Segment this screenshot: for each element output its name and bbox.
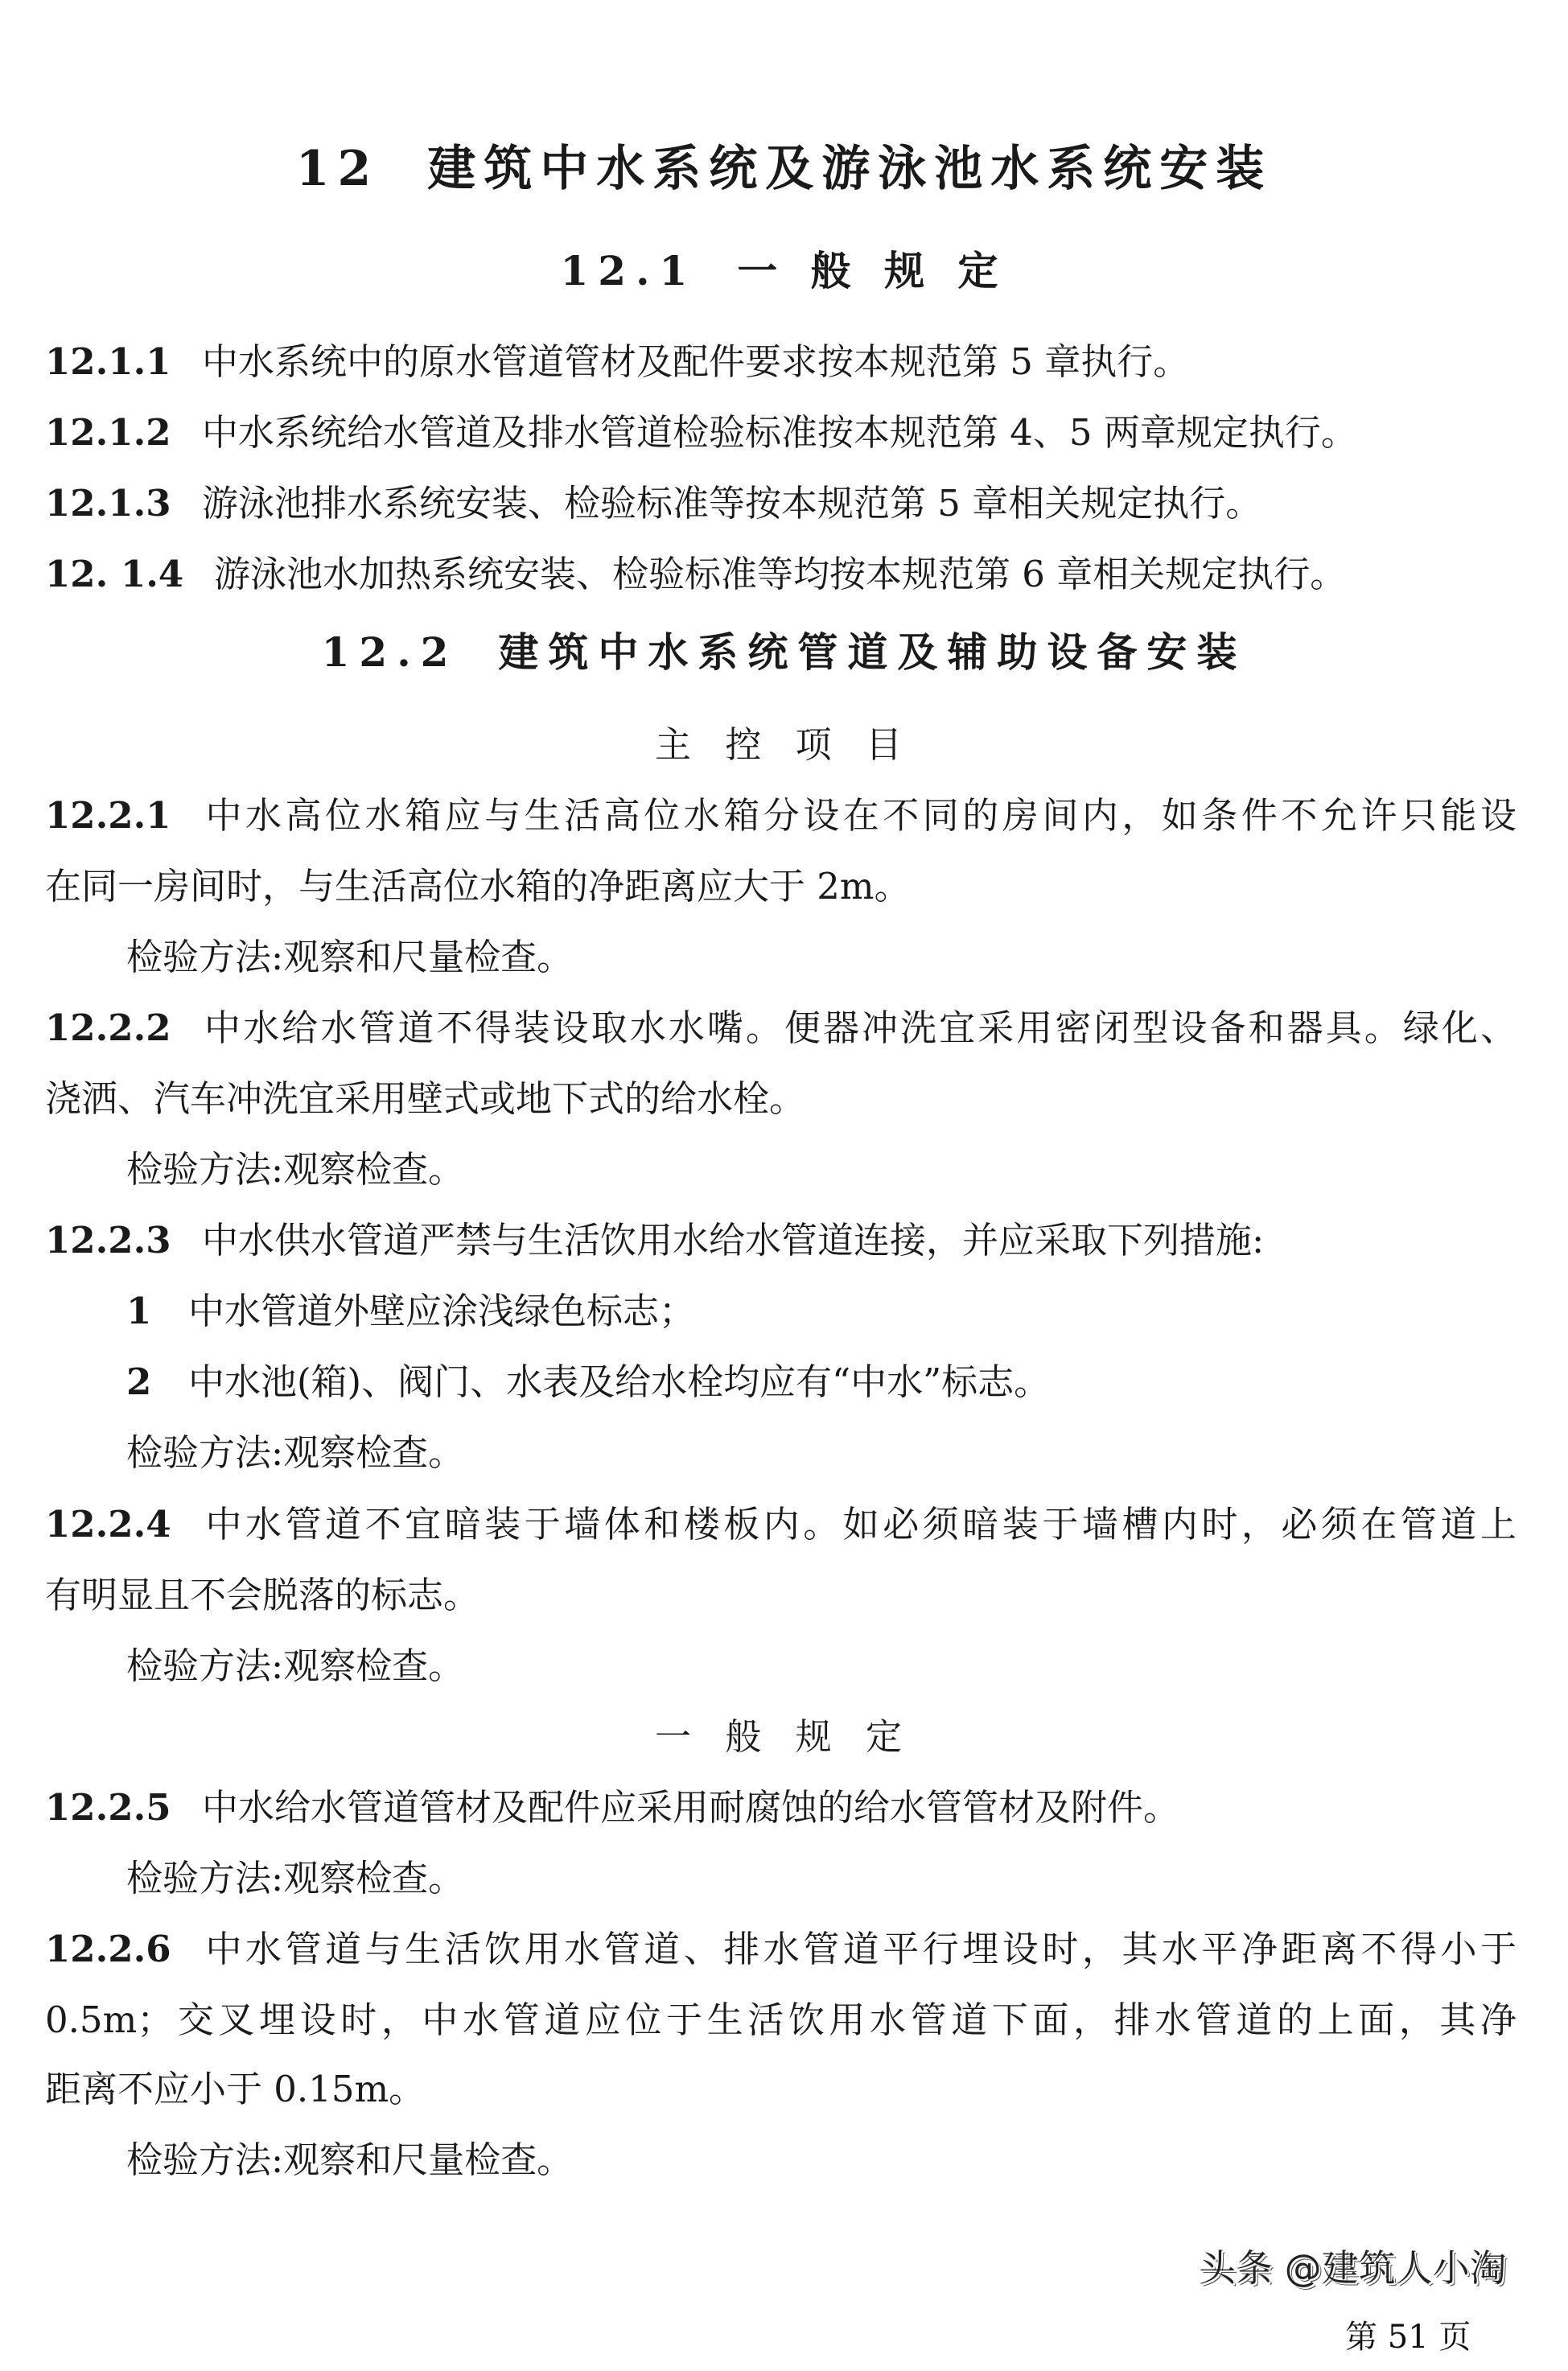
- clause-12-1-2: [45, 397, 1517, 468]
- chapter-number: 12: [295, 141, 380, 197]
- sub-item-text: 中水池(箱)、阀门、水表及给水栓均应有“中水”标志。: [188, 1360, 1051, 1403]
- clause-number: 12.2.5: [45, 1786, 171, 1829]
- clause-number: 12.2.3: [45, 1219, 171, 1262]
- clause-text-cont: 距离不应小于 0.15m。: [45, 2068, 426, 2110]
- section-number: 12.1: [560, 247, 698, 294]
- sub-item-number: 1: [126, 1290, 152, 1332]
- clause-number: 12.1.3: [45, 482, 171, 525]
- watermark: 头条 @建筑人小淘: [1199, 2246, 1507, 2290]
- sub-item-number: 2: [126, 1360, 152, 1403]
- clause-text: 游泳池排水系统安装、检验标准等按本规范第 5 章相关规定执行。: [202, 482, 1262, 525]
- inspection-method: 检验方法:观察和尺量检查。: [126, 2138, 574, 2181]
- inspection-method: 检验方法:观察检查。: [126, 1644, 465, 1687]
- section-12-1-heading: [0, 236, 1568, 307]
- clause-12-2-6: [45, 1914, 1517, 1985]
- clause-12-2-1: [45, 780, 1517, 851]
- clause-12-2-3: [45, 1205, 1517, 1276]
- clause-12-1-1: [45, 327, 1517, 397]
- clause-text-cont: 有明显且不会脱落的标志。: [45, 1574, 480, 1616]
- clause-12-1-4: [45, 539, 1517, 610]
- clause-text: 中水管道与生活饮用水管道、排水管道平行埋设时，其水平净距离不得小于: [202, 1928, 1517, 1970]
- clause-number: 12.2.2: [45, 1006, 171, 1049]
- main-items-heading: 主 控 项 目: [655, 723, 913, 766]
- inspection-method: 检验方法:观察和尺量检查。: [126, 936, 574, 978]
- section-text: 一 般 规 定: [737, 247, 1008, 294]
- section-number: 12.2: [321, 628, 459, 676]
- clause-text: 中水管道不宜暗装于墙体和楼板内。如必须暗装于墙槽内时，必须在管道上: [202, 1503, 1517, 1546]
- clause-text: 中水系统中的原水管道管材及配件要求按本规范第 5 章执行。: [202, 340, 1190, 383]
- clause-text: 游泳池水加热系统安装、检验标准等均按本规范第 6 章相关规定执行。: [214, 553, 1347, 595]
- sub-item-1: [126, 1276, 1517, 1347]
- clause-text-cont: 在同一房间时，与生活高位水箱的净距离应大于 2m。: [45, 865, 911, 908]
- clause-number: 12. 1.4: [45, 553, 184, 595]
- inspection-method: 检验方法:观察检查。: [126, 1857, 465, 1900]
- clause-text: 中水给水管道不得装设取水水嘴。便器冲洗宜采用密闭型设备和器具。绿化、: [202, 1006, 1517, 1049]
- clause-number: 12.2.6: [45, 1928, 171, 1970]
- section-text: 建筑中水系统管道及辅助设备安装: [498, 628, 1247, 676]
- clause-text: 中水供水管道严禁与生活饮用水给水管道连接，并应采取下列措施:: [202, 1219, 1265, 1262]
- general-heading: 一 般 规 定: [655, 1715, 913, 1758]
- chapter-title: [0, 134, 1568, 204]
- inspection-method: 检验方法:观察检查。: [126, 1148, 465, 1191]
- clause-number: 12.2.1: [45, 794, 171, 837]
- clause-text: 中水给水管道管材及配件应采用耐腐蚀的给水管管材及附件。: [202, 1786, 1180, 1829]
- sub-item-2: [126, 1347, 1517, 1418]
- chapter-text: 建筑中水系统及游泳池水系统安装: [427, 141, 1273, 197]
- clause-number: 12.1.1: [45, 340, 171, 383]
- inspection-method: 检验方法:观察检查。: [126, 1431, 465, 1474]
- clause-text: 中水高位水箱应与生活高位水箱分设在不同的房间内，如条件不允许只能设: [202, 794, 1517, 837]
- clause-12-2-4: [45, 1489, 1517, 1560]
- section-12-2-heading: [0, 617, 1568, 688]
- clause-12-1-3: [45, 468, 1517, 539]
- clause-text: 中水系统给水管道及排水管道检验标准按本规范第 4、5 两章规定执行。: [202, 411, 1357, 454]
- clause-number: 12.2.4: [45, 1503, 171, 1546]
- page-number: 第 51 页: [1345, 2319, 1471, 2356]
- clause-number: 12.1.2: [45, 411, 171, 454]
- clause-12-2-5: [45, 1772, 1517, 1843]
- clause-12-2-2: [45, 993, 1517, 1064]
- clause-text-cont: 浇洒、汽车冲洗宜采用壁式或地下式的给水栓。: [45, 1077, 806, 1120]
- sub-item-text: 中水管道外壁应涂浅绿色标志；: [188, 1290, 696, 1332]
- clause-text-cont: 0.5m；交叉埋设时，中水管道应位于生活饮用水管道下面，排水管道的上面，其净: [45, 1998, 1517, 2041]
